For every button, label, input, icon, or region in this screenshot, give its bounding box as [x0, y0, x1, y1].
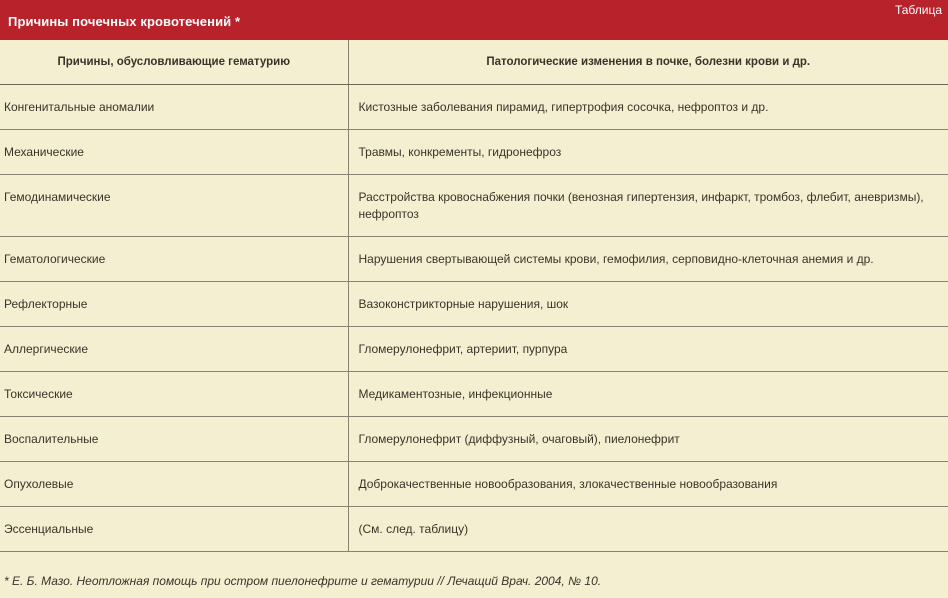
change-cell: Гломерулонефрит, артериит, пурпура — [348, 327, 948, 372]
change-cell: Вазоконстрикторные нарушения, шок — [348, 282, 948, 327]
table-row — [0, 507, 948, 552]
cause-cell: Опухолевые — [0, 462, 348, 507]
cause-cell: Конгенитальные аномалии — [0, 85, 348, 130]
footnote: * Е. Б. Мазо. Неотложная помощь при остром пиелонефрите и гематурии // Лечащий Врач. 2004, № 10. — [4, 574, 602, 588]
table-row — [0, 372, 948, 417]
table-title: Причины почечных кровотечений * — [8, 14, 241, 29]
cause-cell: Токсические — [0, 372, 348, 417]
change-cell: Травмы, конкременты, гидронефроз — [348, 130, 948, 175]
cause-cell: Воспалительные — [0, 417, 348, 462]
title-bar — [0, 0, 948, 40]
column-header-changes: Патологические изменения в почке, болезни крови и др. — [348, 40, 948, 85]
change-cell: Нарушения свертывающей системы крови, гемофилия, серповидно-клеточная анемия и др. — [348, 237, 948, 282]
hematuria-causes-table — [0, 40, 948, 552]
table-row — [0, 130, 948, 175]
change-cell: Гломерулонефрит (диффузный, очаговый), пиелонефрит — [348, 417, 948, 462]
change-cell: Кистозные заболевания пирамид, гипертрофия сосочка, нефроптоз и др. — [348, 85, 948, 130]
change-cell: (См. след. таблицу) — [348, 507, 948, 552]
table-row — [0, 327, 948, 372]
change-cell: Медикаментозные, инфекционные — [348, 372, 948, 417]
header-row — [0, 40, 948, 85]
cause-cell: Аллергические — [0, 327, 348, 372]
cause-cell: Гематологические — [0, 237, 348, 282]
cause-cell: Эссенциальные — [0, 507, 348, 552]
cause-cell: Механические — [0, 130, 348, 175]
cause-cell: Рефлекторные — [0, 282, 348, 327]
cause-cell: Гемодинамические — [0, 175, 348, 237]
table-label: Таблица — [894, 3, 942, 17]
table-row — [0, 175, 948, 237]
change-cell: Расстройства кровоснабжения почки (венозная гипертензия, инфаркт, тромбоз, флебит, аневризмы), нефроптоз — [348, 175, 948, 237]
table-row — [0, 462, 948, 507]
column-header-causes: Причины, обусловливающие гематурию — [0, 40, 348, 85]
table-row — [0, 237, 948, 282]
table-row — [0, 282, 948, 327]
table-row — [0, 85, 948, 130]
change-cell: Доброкачественные новообразования, злокачественные новообразования — [348, 462, 948, 507]
table-row — [0, 417, 948, 462]
